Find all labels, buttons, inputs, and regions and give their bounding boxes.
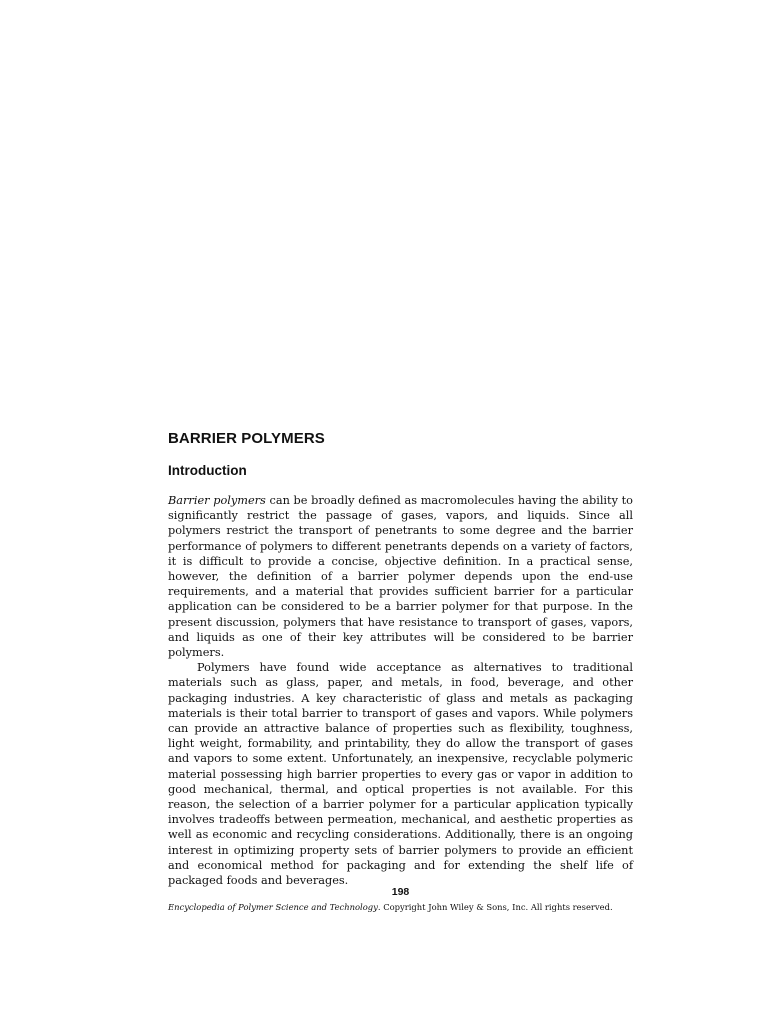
article-body [168, 493, 633, 888]
paragraph-1 [168, 493, 633, 660]
page-number: 198 [391, 886, 410, 898]
copyright-footer [168, 902, 638, 913]
defined-term: Barrier polymers [168, 494, 266, 507]
paragraph-1-text: can be broadly defined as macromolecules having the ability to significantly restrict the passage of gases, vapors, and liquids. Since all polymers restrict the transport of penetrants to some degree and the barrier performance of polymers to different penetrants depends on a variety of factors, it is difficult to provide a concise, objective definition. In a practical sense, however, the definition of a barrier polymer depends upon the end-use requirements, and a material that provides sufficient barrier for a particular application can be considered to be a barrier polymer for that purpose. In the present discussion, polymers that have resistance to transport of gases, vapors, and liquids as one of their key attributes will be considered to be barrier polymers. [168, 494, 633, 660]
publication-title: Encyclopedia of Polymer Science and Technology [168, 902, 378, 912]
section-heading: Introduction [168, 463, 247, 478]
paragraph-2: Polymers have found wide acceptance as alternatives to traditional materials such as glass, paper, and metals, in food, beverage, and other packaging industries. A key characteristic of glass and metals as packaging materials is their total barrier to transport of gases and vapors. While polymers can provide an attractive balance of properties such as flexibility, toughness, light weight, formability, and printability, they do allow the transport of gases and vapors to some extent. Unfortunately, an inexpensive, recyclable polymeric material possessing high barrier properties to every gas or vapor in addition to good mechanical, thermal, and optical properties is not available. For this reason, the selection of a barrier polymer for a particular application typically involves tradeoffs between permeation, mechanical, and aesthetic properties as well as economic and recycling considerations. Additionally, there is an ongoing interest in optimizing property sets of barrier polymers to provide an efficient and economical method for packaging and for extending the shelf life of packaged foods and beverages. [168, 661, 633, 888]
copyright-text: . Copyright John Wiley & Sons, Inc. All rights reserved. [377, 902, 613, 912]
article-title: BARRIER POLYMERS [168, 430, 325, 447]
